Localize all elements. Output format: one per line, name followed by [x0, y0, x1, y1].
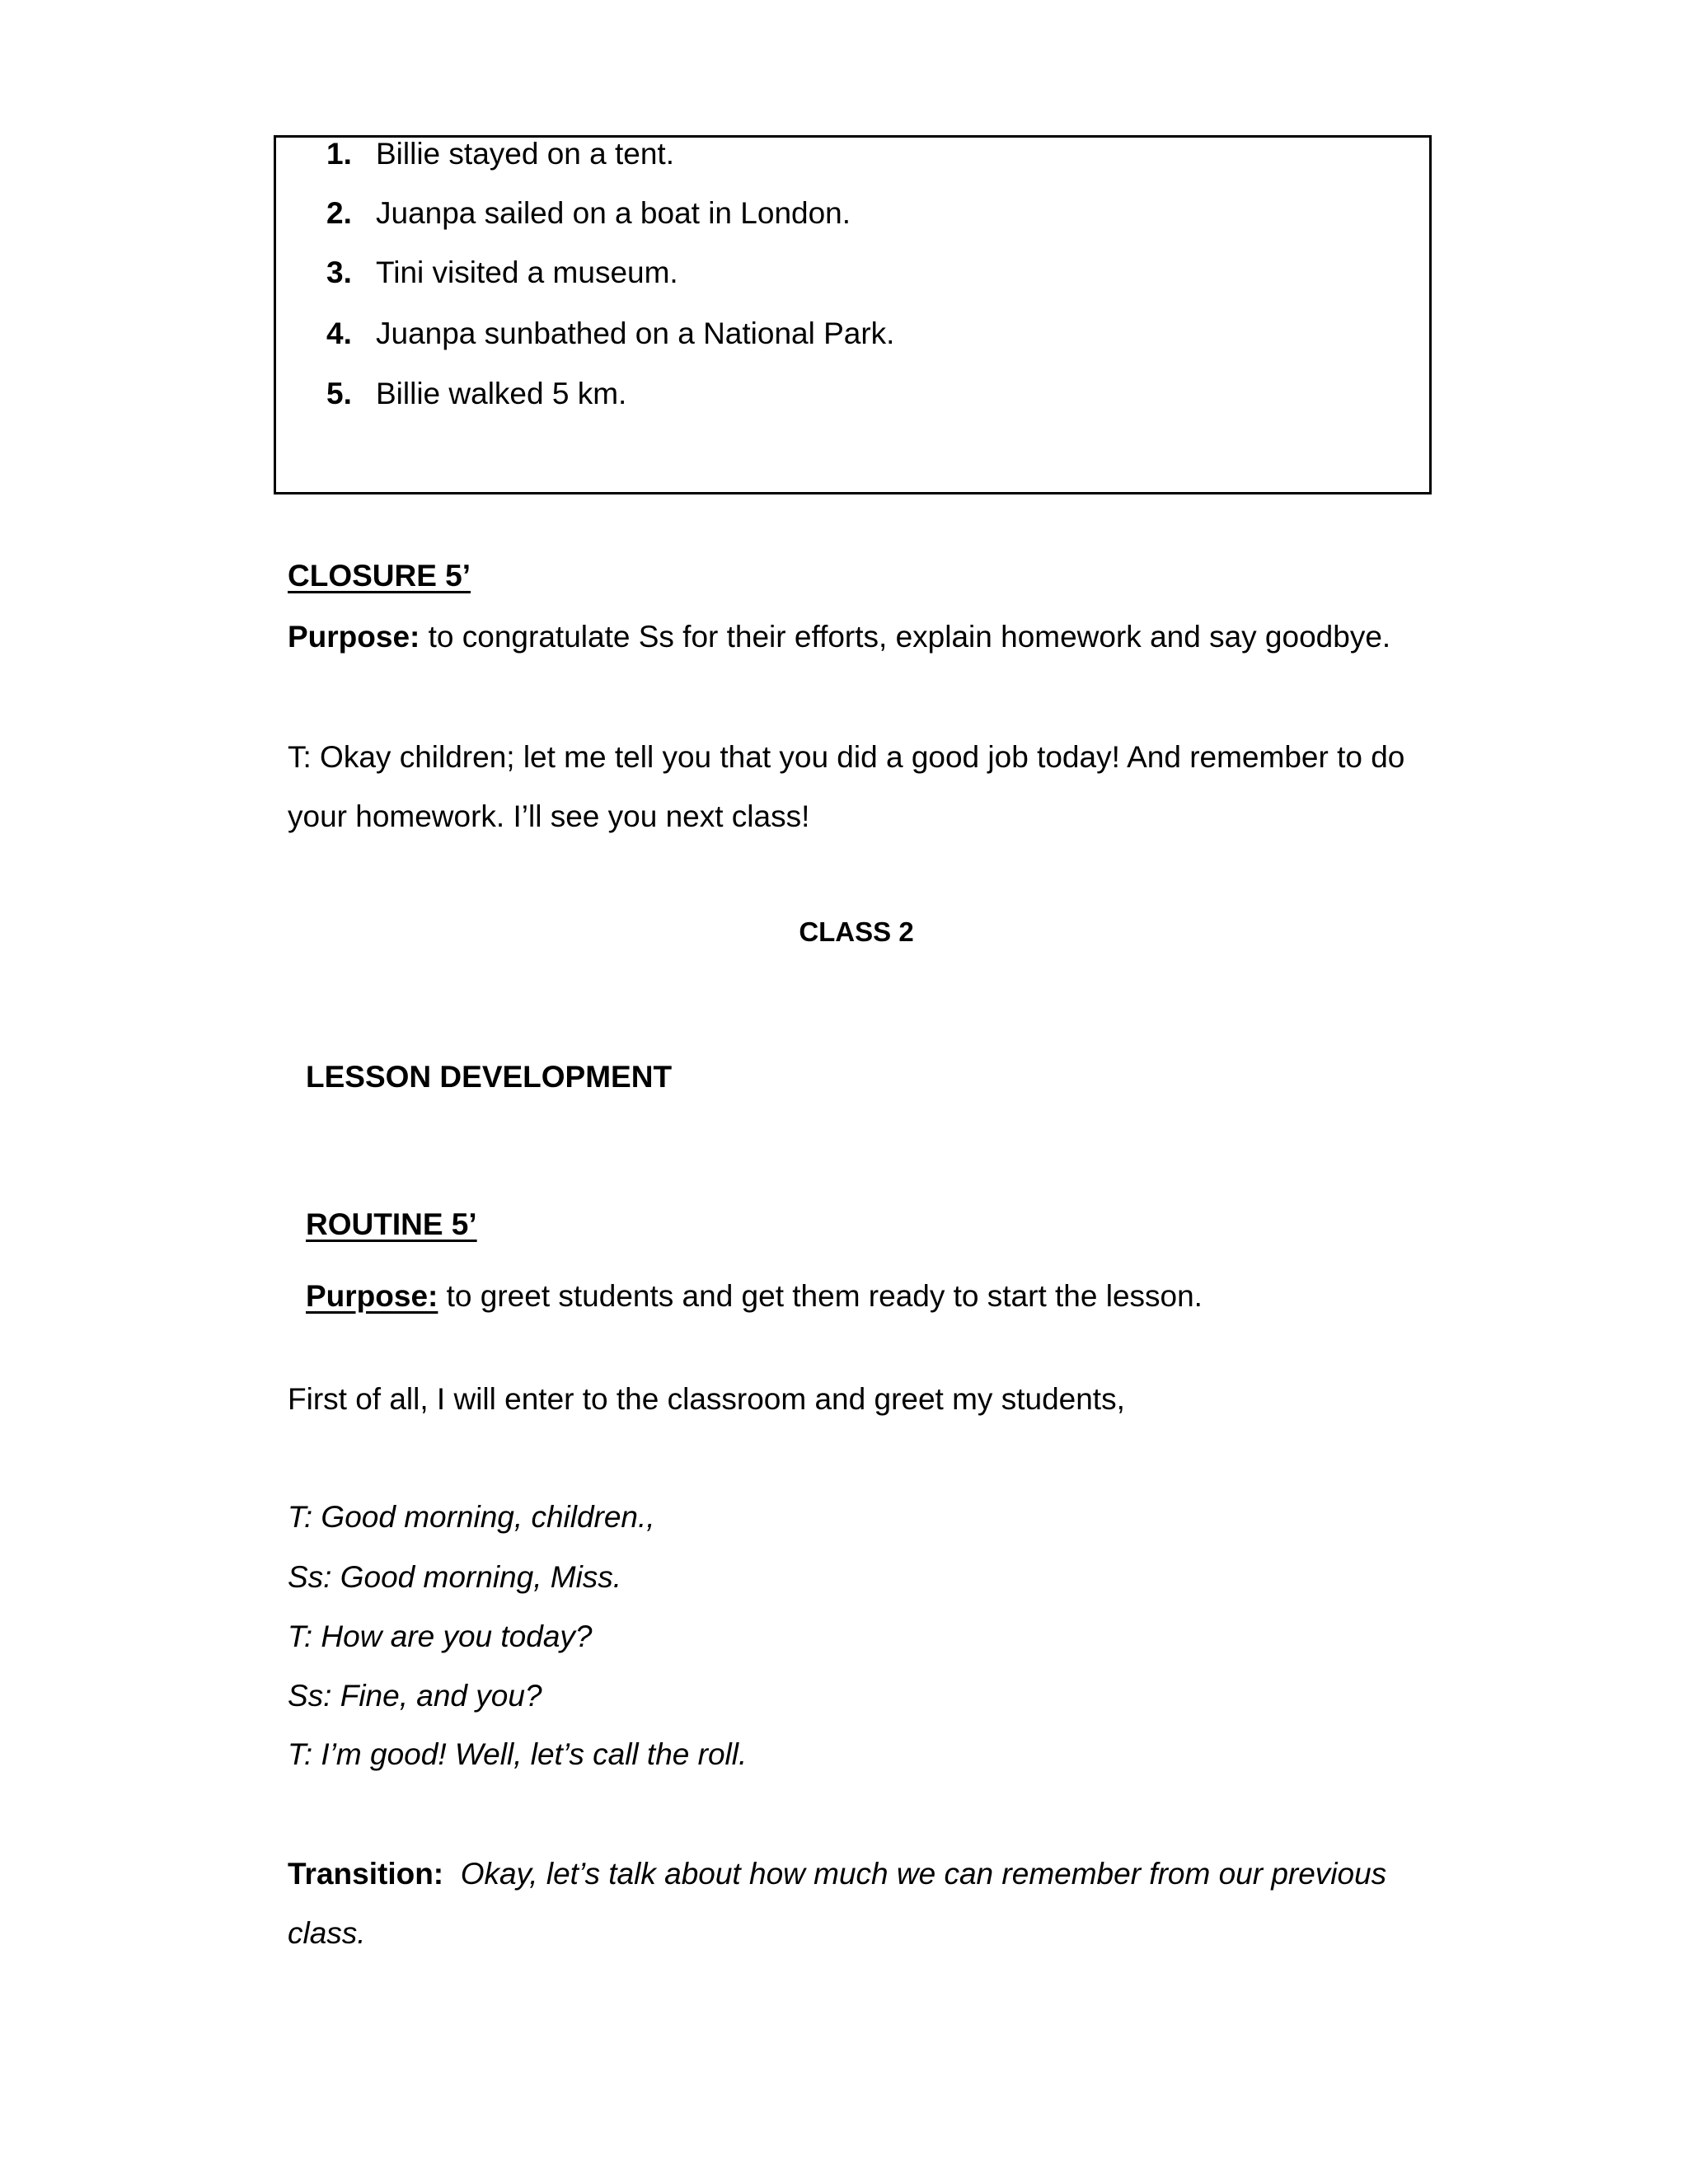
list-item	[326, 196, 851, 232]
dialogue-line: T: How are you today?	[288, 1619, 593, 1653]
list-text: Billie stayed on a tent.	[376, 137, 674, 171]
purpose-label: Purpose:	[306, 1279, 438, 1313]
list-text: Billie walked 5 km.	[376, 377, 627, 410]
purpose-text: to congratulate Ss for their efforts, explain homework and say goodbye.	[420, 620, 1391, 654]
routine-heading: ROUTINE 5’	[306, 1207, 477, 1241]
dialogue-line: Ss: Good morning, Miss.	[288, 1560, 622, 1594]
closure-teacher-line-1: T: Okay children; let me tell you that you did a good job today! And remember to do	[288, 740, 1405, 774]
list-text: Juanpa sailed on a boat in London.	[376, 196, 851, 230]
exercise-box	[274, 135, 1432, 494]
list-number: 1.	[326, 137, 352, 171]
list-number: 5.	[326, 377, 352, 410]
closure-purpose	[288, 620, 1390, 655]
purpose-label: Purpose:	[288, 620, 420, 654]
list-item	[326, 377, 626, 412]
dialogue-line: Ss: Fine, and you?	[288, 1679, 542, 1713]
closure-heading: CLOSURE 5’	[288, 559, 471, 593]
list-item	[326, 316, 894, 352]
dialogue-line: T: I’m good! Well, let’s call the roll.	[288, 1737, 748, 1771]
list-item	[326, 137, 674, 172]
transition-line-1	[288, 1857, 1386, 1892]
class-title: CLASS 2	[799, 916, 914, 947]
lesson-development-heading: LESSON DEVELOPMENT	[306, 1060, 673, 1094]
routine-intro: First of all, I will enter to the classroom and greet my students,	[288, 1382, 1125, 1416]
list-number: 2.	[326, 196, 352, 230]
closure-teacher-line-2: your homework. I’ll see you next class!	[288, 799, 810, 833]
transition-text: Okay, let’s talk about how much we can remember from our previous	[460, 1857, 1387, 1891]
list-item	[326, 255, 678, 291]
transition-line-2: class.	[288, 1916, 366, 1950]
list-text: Tini visited a museum.	[376, 255, 678, 289]
transition-label: Transition:	[288, 1857, 444, 1891]
list-number: 3.	[326, 255, 352, 289]
dialogue-line: T: Good morning, children.,	[288, 1500, 655, 1534]
routine-purpose	[306, 1279, 1203, 1315]
list-text: Juanpa sunbathed on a National Park.	[376, 316, 895, 350]
list-number: 4.	[326, 316, 352, 350]
purpose-text: to greet students and get them ready to start the lesson.	[438, 1279, 1203, 1313]
